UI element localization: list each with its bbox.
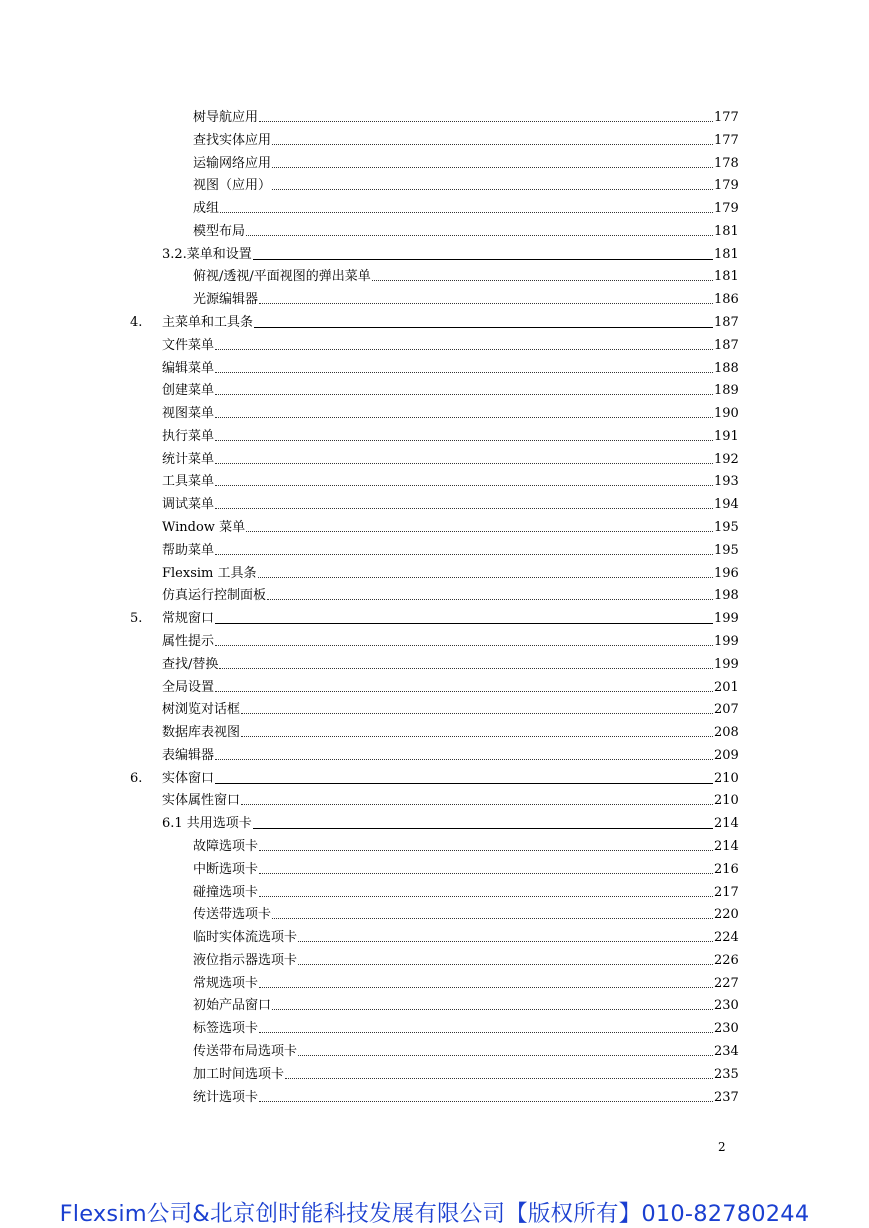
toc-leader (272, 144, 713, 145)
toc-entry-title: 中断选项卡 (193, 861, 259, 877)
toc-entry-title: 树导航应用 (193, 110, 259, 125)
toc-entry[interactable] (162, 653, 738, 673)
toc-entry[interactable] (162, 562, 738, 582)
toc-leader (259, 896, 713, 897)
toc-entry-page: 181 (714, 223, 739, 239)
toc-entry-title: 故障选项卡 (193, 838, 259, 854)
toc-entry-page: 216 (714, 861, 739, 877)
toc-leader (258, 577, 714, 578)
toc-leader (241, 804, 713, 805)
toc-entry[interactable] (193, 1063, 738, 1083)
toc-entry-page: 237 (714, 1089, 739, 1105)
toc-entry[interactable] (162, 539, 738, 559)
toc-entry[interactable] (162, 243, 738, 263)
toc-entry[interactable] (193, 152, 738, 172)
toc-leader (259, 873, 713, 874)
toc-leader (259, 850, 713, 851)
toc-leader (246, 235, 713, 236)
toc-leader (259, 121, 713, 122)
toc-leader (215, 645, 713, 646)
toc-entry-page: 192 (714, 451, 739, 467)
toc-entry-number: 4. (130, 315, 143, 331)
toc-entry-page: 220 (714, 907, 739, 923)
toc-entry[interactable] (162, 470, 738, 490)
toc-leader (215, 485, 713, 486)
toc-entry[interactable] (130, 607, 739, 627)
toc-entry[interactable] (193, 926, 738, 946)
toc-leader (241, 736, 713, 737)
toc-entry[interactable] (193, 881, 738, 901)
toc-leader (272, 167, 713, 168)
toc-entry[interactable] (162, 630, 738, 650)
toc-leader (215, 759, 713, 760)
toc-entry[interactable] (193, 129, 738, 149)
toc-entry-title: 光源编辑器 (193, 292, 259, 308)
toc-entry-title: 工具菜单 (162, 474, 215, 490)
toc-entry[interactable] (193, 972, 738, 992)
toc-leader (215, 372, 713, 373)
toc-entry-page: 208 (714, 725, 739, 741)
toc-entry-page: 190 (714, 406, 739, 422)
toc-entry-title: 查找/替换 (162, 656, 219, 672)
toc-entry-number: 6. (130, 770, 143, 786)
toc-leader (215, 349, 713, 350)
toc-entry-title: 实体窗口 (162, 770, 215, 786)
toc-leader (215, 623, 713, 624)
toc-leader (215, 691, 713, 692)
toc-entry-page: 187 (714, 337, 739, 353)
toc-leader (215, 783, 713, 784)
toc-entry-title: 传送带布局选项卡 (193, 1043, 298, 1059)
toc-entry-title: 统计选项卡 (193, 1089, 259, 1105)
toc-entry-page: 217 (714, 884, 739, 900)
toc-entry[interactable] (162, 448, 738, 468)
toc-entry-title: 帮助菜单 (162, 542, 215, 558)
toc-entry-title: 实体属性窗口 (162, 793, 241, 809)
toc-leader (215, 394, 713, 395)
toc-entry-title: 表编辑器 (162, 747, 215, 763)
toc-entry[interactable] (162, 402, 738, 422)
toc-entry-title: 编辑菜单 (162, 360, 215, 376)
toc-entry[interactable] (193, 1040, 738, 1060)
toc-entry-page: 226 (714, 952, 739, 968)
toc-entry[interactable] (193, 903, 738, 923)
toc-entry-title: 常规选项卡 (193, 975, 259, 991)
toc-entry-title: 3.2.菜单和设置 (162, 246, 252, 262)
toc-entry-page: 235 (714, 1066, 739, 1082)
toc-entry[interactable] (162, 493, 738, 513)
copyright-footer: Flexsim公司&北京创时能科技发展有限公司【版权所有】010-82780244 (59, 1201, 810, 1227)
toc-entry-page: 195 (714, 520, 739, 536)
toc-entry-title: 传送带选项卡 (193, 907, 272, 923)
toc-entry-title: 成组 (193, 201, 220, 217)
toc-entry-page: 196 (714, 565, 739, 581)
page-number: 2 (718, 1140, 726, 1154)
toc-entry[interactable] (162, 789, 738, 809)
toc-entry-page: 234 (714, 1043, 739, 1059)
toc-entry-page: 230 (714, 1021, 739, 1037)
toc-entry-page: 224 (714, 930, 739, 946)
toc-entry-page: 187 (714, 315, 739, 331)
toc-leader (259, 987, 713, 988)
toc-entry[interactable] (130, 767, 739, 787)
toc-leader (259, 303, 713, 304)
toc-entry[interactable] (193, 174, 738, 194)
toc-entry-title: Window 菜单 (162, 520, 246, 536)
toc-entry[interactable] (130, 311, 739, 331)
toc-entry-page: 198 (714, 588, 739, 604)
toc-entry-title: 树浏览对话框 (162, 702, 241, 718)
toc-entry-page: 201 (714, 679, 739, 695)
toc-entry-title: 运输网络应用 (193, 155, 272, 171)
toc-entry-title: 创建菜单 (162, 383, 215, 399)
toc-entry-title: 标签选项卡 (193, 1021, 259, 1037)
toc-leader (272, 189, 713, 190)
toc-entry-page: 214 (714, 816, 739, 832)
toc-leader (272, 1009, 713, 1010)
toc-entry-title: 初始产品窗口 (193, 998, 272, 1014)
toc-entry-title: 文件菜单 (162, 337, 215, 353)
toc-entry[interactable] (162, 584, 738, 604)
toc-entry-page: 188 (714, 360, 739, 376)
toc-entry[interactable] (162, 357, 738, 377)
toc-entry[interactable] (193, 858, 738, 878)
toc-leader (272, 918, 713, 919)
toc-entry-page: 181 (714, 246, 739, 262)
toc-entry[interactable] (193, 106, 738, 126)
toc-leader (298, 964, 713, 965)
toc-leader (241, 713, 713, 714)
toc-entry[interactable] (162, 676, 738, 696)
toc-leader (298, 1055, 713, 1056)
toc-entry-title: 视图（应用） (193, 178, 272, 194)
toc-leader (259, 1101, 713, 1102)
toc-entry-title: 执行菜单 (162, 428, 215, 444)
toc-entry[interactable] (193, 1086, 738, 1106)
toc-leader (215, 440, 713, 441)
toc-entry[interactable] (193, 288, 738, 308)
toc-leader (215, 463, 713, 464)
toc-leader (254, 327, 713, 328)
toc-entry-title: 统计菜单 (162, 451, 215, 467)
toc-entry-page: 178 (714, 155, 739, 171)
toc-entry-page: 199 (714, 633, 739, 649)
toc-entry-page: 179 (714, 201, 739, 217)
toc-entry-page: 207 (714, 702, 739, 718)
toc-entry[interactable] (162, 379, 738, 399)
toc-entry-page: 199 (714, 656, 739, 672)
toc-entry-title: 查找实体应用 (193, 132, 272, 148)
toc-entry-page: 194 (714, 497, 739, 513)
toc-entry-page: 199 (714, 611, 739, 627)
toc-leader (253, 828, 713, 829)
toc-entry-page: 179 (714, 178, 739, 194)
toc-entry[interactable] (193, 220, 738, 240)
toc-entry-page: 230 (714, 998, 739, 1014)
toc-entry-title: 液位指示器选项卡 (193, 952, 298, 968)
toc-entry-page: 210 (714, 770, 739, 786)
toc-entry-title: 常规窗口 (162, 611, 215, 627)
toc-entry[interactable] (162, 425, 738, 445)
toc-entry[interactable] (193, 197, 738, 217)
toc-entry-page: 210 (714, 793, 739, 809)
toc-entry[interactable] (162, 744, 738, 764)
toc-entry[interactable] (193, 1017, 738, 1037)
toc-leader (253, 259, 713, 260)
toc-leader (220, 212, 713, 213)
toc-entry[interactable] (193, 835, 738, 855)
toc-entry-page: 227 (714, 975, 739, 991)
toc-leader (215, 554, 713, 555)
toc-entry-number: 5. (130, 611, 143, 627)
toc-entry-page: 191 (714, 428, 739, 444)
toc-entry[interactable] (162, 721, 738, 741)
toc-entry-title: 模型布局 (193, 223, 246, 239)
toc-entry-title: 属性提示 (162, 633, 215, 649)
toc-leader (215, 417, 713, 418)
toc-entry-page: 193 (714, 474, 739, 490)
toc-entry-title: 数据库表视图 (162, 725, 241, 741)
toc-leader (372, 280, 713, 281)
toc-entry-page: 214 (714, 838, 739, 854)
toc-entry-title: 调试菜单 (162, 497, 215, 513)
toc-entry-page: 209 (714, 747, 739, 763)
toc-entry[interactable] (162, 812, 738, 832)
toc-entry-title: 视图菜单 (162, 406, 215, 422)
toc-leader (285, 1078, 713, 1079)
toc-entry[interactable] (162, 334, 738, 354)
toc-leader (246, 531, 713, 532)
toc-entry-page: 186 (714, 292, 739, 308)
toc-entry[interactable] (193, 265, 738, 285)
toc-entry[interactable] (162, 516, 738, 536)
toc-entry-title: 俯视/透视/平面视图的弹出菜单 (193, 269, 371, 285)
toc-entry-title: 碰撞选项卡 (193, 884, 259, 900)
toc-entry-title: 加工时间选项卡 (193, 1066, 285, 1082)
toc-entry-title: 全局设置 (162, 679, 215, 695)
toc-entry-page: 195 (714, 542, 739, 558)
toc-leader (267, 599, 713, 600)
toc-entry-title: 主菜单和工具条 (162, 315, 254, 331)
toc-leader (259, 1032, 713, 1033)
toc-entry-page: 177 (714, 110, 739, 125)
toc-entry[interactable] (193, 994, 738, 1014)
toc-leader (219, 668, 713, 669)
toc-entry[interactable] (162, 698, 738, 718)
toc-entry-title: 临时实体流选项卡 (193, 930, 298, 946)
toc-leader (215, 508, 713, 509)
toc-entry[interactable] (193, 949, 738, 969)
toc-entry-page: 177 (714, 132, 739, 148)
toc-entry-page: 181 (714, 269, 739, 285)
toc-entry-page: 189 (714, 383, 739, 399)
toc-entry-title: Flexsim 工具条 (162, 565, 257, 581)
toc-entry-title: 仿真运行控制面板 (162, 588, 267, 604)
toc-leader (298, 941, 713, 942)
toc-entry-title: 6.1 共用选项卡 (162, 816, 252, 832)
